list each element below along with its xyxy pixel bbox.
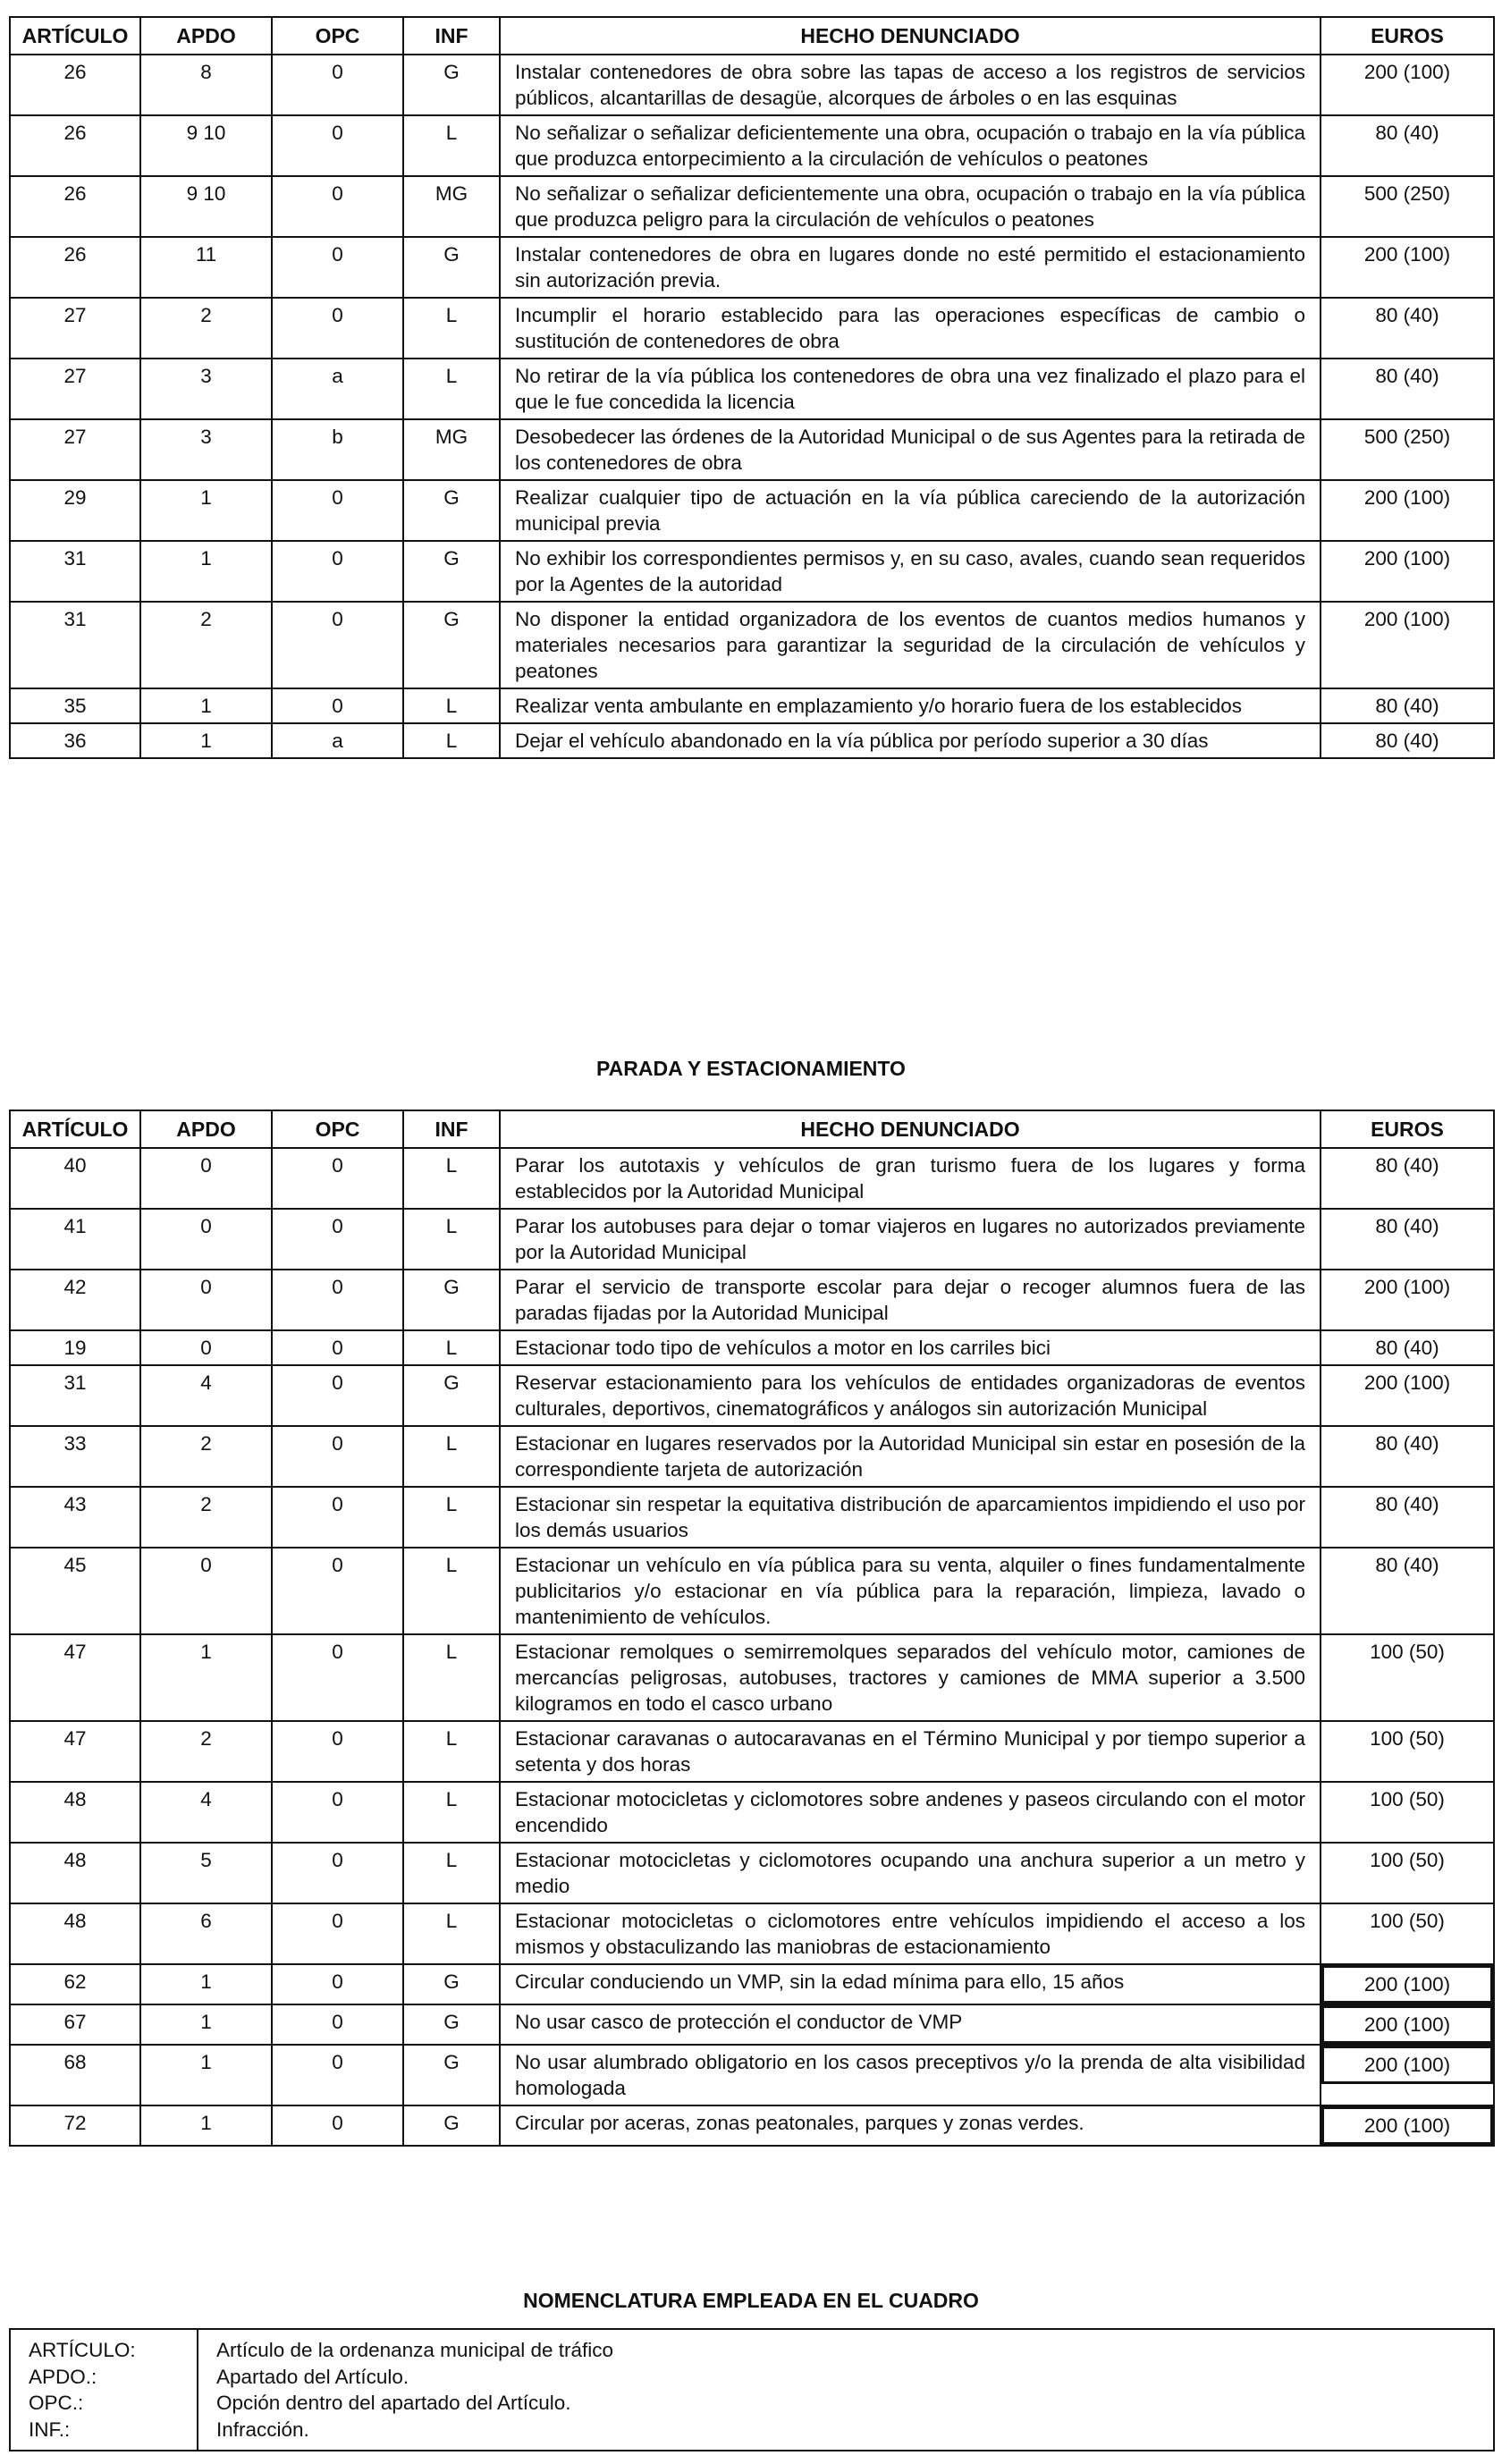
table-row xyxy=(10,1330,1494,1365)
table-row xyxy=(10,1964,1494,2004)
cell-opc: b xyxy=(272,419,403,480)
cell-inf: L xyxy=(403,1426,500,1487)
cell-opc: 0 xyxy=(272,1365,403,1426)
table-row xyxy=(10,419,1494,480)
cell-apdo: 2 xyxy=(140,1721,272,1782)
table-row xyxy=(10,1903,1494,1964)
cell-hecho-denunciado: Circular por aceras, zonas peatonales, parques y zonas verdes. xyxy=(500,2105,1321,2146)
nomenclature-box xyxy=(9,2328,1493,2451)
cell-articulo: 19 xyxy=(10,1330,140,1365)
cell-hecho-denunciado: Instalar contenedores de obra en lugares donde no esté permitido el estacionamiento sin autorización previa. xyxy=(500,237,1321,298)
cell-euros: 200 (100) xyxy=(1321,1270,1494,1330)
table-row xyxy=(10,176,1494,237)
cell-euros: 500 (250) xyxy=(1321,419,1494,480)
cell-opc: 0 xyxy=(272,298,403,359)
cell-hecho-denunciado: No retirar de la vía pública los contenedores de obra una vez finalizado el plazo para el que le fue concedida la licencia xyxy=(500,359,1321,419)
table-row xyxy=(10,1270,1494,1330)
cell-hecho-denunciado: Reservar estacionamiento para los vehículos de entidades organizadoras de eventos culturales, deportivos, cinematográficos y análogos sin autorización Municipal xyxy=(500,1365,1321,1426)
cell-apdo: 2 xyxy=(140,298,272,359)
cell-articulo: 48 xyxy=(10,1843,140,1903)
cell-opc: 0 xyxy=(272,2004,403,2045)
cell-apdo: 4 xyxy=(140,1365,272,1426)
cell-opc: 0 xyxy=(272,1487,403,1548)
cell-euros: 80 (40) xyxy=(1321,115,1494,176)
table-row xyxy=(10,1487,1494,1548)
cell-hecho-denunciado: No usar alumbrado obligatorio en los casos preceptivos y/o la prenda de alta visibilidad homologada xyxy=(500,2045,1321,2105)
cell-inf: L xyxy=(403,1330,500,1365)
cell-inf: L xyxy=(403,688,500,723)
cell-hecho-denunciado: No señalizar o señalizar deficientemente una obra, ocupación o trabajo en la vía pública que produzca peligro para la circulación de vehículos o peatones xyxy=(500,176,1321,237)
cell-inf: G xyxy=(403,2045,500,2105)
cell-euros: 100 (50) xyxy=(1321,1903,1494,1964)
table-row xyxy=(10,1365,1494,1426)
table-row xyxy=(10,541,1494,602)
col-header-articulo: ARTÍCULO xyxy=(10,17,140,55)
cell-apdo: 2 xyxy=(140,1487,272,1548)
col-header-inf: INF xyxy=(403,17,500,55)
cell-articulo: 68 xyxy=(10,2045,140,2105)
cell-opc: 0 xyxy=(272,2105,403,2146)
cell-articulo: 47 xyxy=(10,1721,140,1782)
table-row xyxy=(10,2004,1494,2045)
cell-opc: 0 xyxy=(272,1782,403,1843)
cell-apdo: 4 xyxy=(140,1782,272,1843)
cell-opc: 0 xyxy=(272,480,403,541)
cell-apdo: 1 xyxy=(140,688,272,723)
cell-euros: 100 (50) xyxy=(1321,1634,1494,1721)
cell-articulo: 42 xyxy=(10,1270,140,1330)
cell-articulo: 33 xyxy=(10,1426,140,1487)
table-row xyxy=(10,1148,1494,1209)
table-row xyxy=(10,1843,1494,1903)
cell-opc: 0 xyxy=(272,1721,403,1782)
cell-articulo: 67 xyxy=(10,2004,140,2045)
cell-inf: L xyxy=(403,1487,500,1548)
cell-euros: 80 (40) xyxy=(1321,1148,1494,1209)
table-row xyxy=(10,1426,1494,1487)
term-apdo: APDO.: xyxy=(29,2365,97,2388)
cell-inf: G xyxy=(403,1270,500,1330)
cell-euros xyxy=(1321,2105,1494,2146)
cell-euros xyxy=(1321,2045,1494,2105)
table-row xyxy=(10,1209,1494,1270)
cell-hecho-denunciado: Parar los autotaxis y vehículos de gran turismo fuera de los lugares y forma establecidos por la Autoridad Municipal xyxy=(500,1148,1321,1209)
cell-opc: 0 xyxy=(272,176,403,237)
cell-articulo: 35 xyxy=(10,688,140,723)
cell-euros: 500 (250) xyxy=(1321,176,1494,237)
cell-articulo: 26 xyxy=(10,237,140,298)
col-header-euros: EUROS xyxy=(1321,17,1494,55)
cell-euros: 200 (100) xyxy=(1321,541,1494,602)
cell-opc: 0 xyxy=(272,1270,403,1330)
cell-euros: 80 (40) xyxy=(1321,1487,1494,1548)
cell-hecho-denunciado: Estacionar todo tipo de vehículos a motor en los carriles bici xyxy=(500,1330,1321,1365)
cell-inf: L xyxy=(403,359,500,419)
cell-hecho-denunciado: Parar el servicio de transporte escolar para dejar o recoger alumnos fuera de las paradas fijadas por la Autoridad Municipal xyxy=(500,1270,1321,1330)
cell-articulo: 43 xyxy=(10,1487,140,1548)
cell-hecho-denunciado: No disponer la entidad organizadora de los eventos de cuantos medios humanos y materiales necesarios para garantizar la seguridad de la circulación de vehículos y peatones xyxy=(500,602,1321,688)
cell-inf: G xyxy=(403,55,500,115)
cell-articulo: 27 xyxy=(10,359,140,419)
table-row xyxy=(10,359,1494,419)
cell-opc: 0 xyxy=(272,55,403,115)
cell-hecho-denunciado: Dejar el vehículo abandonado en la vía pública por período superior a 30 días xyxy=(500,723,1321,758)
cell-apdo: 1 xyxy=(140,1634,272,1721)
nomenclature-terms xyxy=(10,2329,198,2451)
cell-apdo: 1 xyxy=(140,480,272,541)
definition-opc: Opción dentro del apartado del Artículo. xyxy=(216,2392,571,2414)
cell-hecho-denunciado: Estacionar remolques o semirremolques separados del vehículo motor, camiones de mercancías peligrosas, autobuses, tractores y camiones de MMA superior a 3.500 kilogramos en todo el casco urbano xyxy=(500,1634,1321,1721)
cell-apdo: 0 xyxy=(140,1548,272,1634)
cell-hecho-denunciado: No señalizar o señalizar deficientemente una obra, ocupación o trabajo en la vía pública que produzca entorpecimiento a la circulación de vehículos o peatones xyxy=(500,115,1321,176)
table-row xyxy=(10,2105,1494,2146)
cell-inf: L xyxy=(403,298,500,359)
col-header-articulo: ARTÍCULO xyxy=(10,1110,140,1148)
table-row xyxy=(10,237,1494,298)
cell-apdo: 1 xyxy=(140,2045,272,2105)
cell-euros: 200 (100) xyxy=(1321,237,1494,298)
cell-euros: 200 (100) xyxy=(1321,1365,1494,1426)
cell-inf: L xyxy=(403,1903,500,1964)
cell-hecho-denunciado: No exhibir los correspondientes permisos y, en su caso, avales, cuando sean requeridos por la Agentes de la autoridad xyxy=(500,541,1321,602)
cell-articulo: 26 xyxy=(10,176,140,237)
cell-inf: L xyxy=(403,1782,500,1843)
cell-articulo: 31 xyxy=(10,1365,140,1426)
cell-inf: L xyxy=(403,115,500,176)
cell-apdo: 6 xyxy=(140,1903,272,1964)
cell-hecho-denunciado: Estacionar motocicletas o ciclomotores entre vehículos impidiendo el acceso a los mismos y obstaculizando las maniobras de estacionamiento xyxy=(500,1903,1321,1964)
cell-inf: L xyxy=(403,1721,500,1782)
cell-euros: 80 (40) xyxy=(1321,1548,1494,1634)
cell-inf: MG xyxy=(403,176,500,237)
cell-inf: G xyxy=(403,480,500,541)
term-articulo: ARTÍCULO: xyxy=(29,2339,136,2361)
cell-hecho-denunciado: Instalar contenedores de obra sobre las tapas de acceso a los registros de servicios públicos, alcantarillas de desagüe, alcorques de árboles o en las esquinas xyxy=(500,55,1321,115)
cell-euros xyxy=(1321,2004,1494,2045)
cell-opc: 0 xyxy=(272,541,403,602)
cell-apdo: 0 xyxy=(140,1270,272,1330)
cell-euros xyxy=(1321,1964,1494,2004)
cell-hecho-denunciado: Realizar cualquier tipo de actuación en la vía pública careciendo de la autorización municipal previa xyxy=(500,480,1321,541)
cell-inf: G xyxy=(403,602,500,688)
section-title-parada: PARADA Y ESTACIONAMIENTO xyxy=(596,1057,906,1080)
cell-hecho-denunciado: Realizar venta ambulante en emplazamiento y/o horario fuera de los establecidos xyxy=(500,688,1321,723)
cell-apdo: 1 xyxy=(140,2105,272,2146)
cell-opc: 0 xyxy=(272,1964,403,2004)
cell-hecho-denunciado: Estacionar caravanas o autocaravanas en el Término Municipal y por tiempo superior a setenta y dos horas xyxy=(500,1721,1321,1782)
table-row xyxy=(10,1634,1494,1721)
col-header-apdo: APDO xyxy=(140,17,272,55)
cell-articulo: 47 xyxy=(10,1634,140,1721)
table-row xyxy=(10,1548,1494,1634)
cell-apdo: 5 xyxy=(140,1843,272,1903)
cell-inf: L xyxy=(403,723,500,758)
table-row xyxy=(10,298,1494,359)
cell-hecho-denunciado: No usar casco de protección el conductor de VMP xyxy=(500,2004,1321,2045)
term-opc: OPC.: xyxy=(29,2392,84,2414)
table-row xyxy=(10,2045,1494,2105)
cell-opc: 0 xyxy=(272,237,403,298)
cell-inf: L xyxy=(403,1209,500,1270)
cell-opc: 0 xyxy=(272,1148,403,1209)
cell-hecho-denunciado: Desobedecer las órdenes de la Autoridad Municipal o de sus Agentes para la retirada de los contenedores de obra xyxy=(500,419,1321,480)
table-row xyxy=(10,688,1494,723)
infractions-table-parada xyxy=(9,1110,1493,2147)
definition-articulo: Artículo de la ordenanza municipal de tráfico xyxy=(216,2339,614,2361)
cell-euros: 80 (40) xyxy=(1321,359,1494,419)
cell-euros: 80 (40) xyxy=(1321,1426,1494,1487)
cell-articulo: 45 xyxy=(10,1548,140,1634)
nomenclature-definitions xyxy=(198,2329,1494,2451)
euros-value: 200 (100) xyxy=(1321,2005,1493,2044)
cell-inf: MG xyxy=(403,419,500,480)
cell-opc: 0 xyxy=(272,1209,403,1270)
cell-inf: G xyxy=(403,1365,500,1426)
cell-apdo: 1 xyxy=(140,1964,272,2004)
cell-opc: 0 xyxy=(272,2045,403,2105)
cell-hecho-denunciado: Estacionar un vehículo en vía pública para su venta, alquiler o fines fundamentalmente publicitarios y/o estacionar en vía pública para la reparación, limpieza, lavado o mantenimiento de vehículos. xyxy=(500,1548,1321,1634)
definition-apdo: Apartado del Artículo. xyxy=(216,2365,409,2388)
col-header-opc: OPC xyxy=(272,1110,403,1148)
cell-opc: 0 xyxy=(272,1843,403,1903)
cell-euros: 80 (40) xyxy=(1321,723,1494,758)
cell-articulo: 27 xyxy=(10,419,140,480)
cell-opc: 0 xyxy=(272,115,403,176)
cell-inf: L xyxy=(403,1548,500,1634)
cell-articulo: 40 xyxy=(10,1148,140,1209)
cell-euros: 80 (40) xyxy=(1321,1209,1494,1270)
cell-hecho-denunciado: Circular conduciendo un VMP, sin la edad mínima para ello, 15 años xyxy=(500,1964,1321,2004)
definition-inf: Infracción. xyxy=(216,2418,309,2441)
cell-inf: G xyxy=(403,237,500,298)
euros-value: 200 (100) xyxy=(1321,1965,1493,2004)
cell-articulo: 48 xyxy=(10,1782,140,1843)
cell-articulo: 31 xyxy=(10,541,140,602)
cell-opc: 0 xyxy=(272,688,403,723)
cell-opc: a xyxy=(272,723,403,758)
cell-opc: 0 xyxy=(272,1548,403,1634)
cell-euros: 100 (50) xyxy=(1321,1721,1494,1782)
col-header-inf: INF xyxy=(403,1110,500,1148)
cell-articulo: 72 xyxy=(10,2105,140,2146)
cell-opc: 0 xyxy=(272,1426,403,1487)
col-header-apdo: APDO xyxy=(140,1110,272,1148)
cell-euros: 80 (40) xyxy=(1321,688,1494,723)
cell-hecho-denunciado: Incumplir el horario establecido para las operaciones específicas de cambio o sustitución de contenedores de obra xyxy=(500,298,1321,359)
cell-hecho-denunciado: Estacionar motocicletas y ciclomotores sobre andenes y paseos circulando con el motor encendido xyxy=(500,1782,1321,1843)
cell-apdo: 1 xyxy=(140,2004,272,2045)
cell-inf: L xyxy=(403,1634,500,1721)
table-row xyxy=(10,1721,1494,1782)
cell-opc: 0 xyxy=(272,1634,403,1721)
cell-euros: 100 (50) xyxy=(1321,1843,1494,1903)
table-row xyxy=(10,602,1494,688)
cell-euros: 80 (40) xyxy=(1321,1330,1494,1365)
table-header-row xyxy=(10,17,1494,55)
cell-hecho-denunciado: Estacionar motocicletas y ciclomotores ocupando una anchura superior a un metro y medio xyxy=(500,1843,1321,1903)
cell-articulo: 41 xyxy=(10,1209,140,1270)
cell-apdo: 2 xyxy=(140,602,272,688)
table-row xyxy=(10,480,1494,541)
cell-opc: 0 xyxy=(272,1330,403,1365)
cell-apdo: 2 xyxy=(140,1426,272,1487)
cell-apdo: 0 xyxy=(140,1330,272,1365)
cell-inf: G xyxy=(403,541,500,602)
col-header-euros: EUROS xyxy=(1321,1110,1494,1148)
table-row xyxy=(10,1782,1494,1843)
cell-articulo: 26 xyxy=(10,115,140,176)
cell-articulo: 48 xyxy=(10,1903,140,1964)
cell-euros: 200 (100) xyxy=(1321,55,1494,115)
cell-articulo: 62 xyxy=(10,1964,140,2004)
col-header-hecho: HECHO DENUNCIADO xyxy=(500,17,1321,55)
cell-apdo: 11 xyxy=(140,237,272,298)
euros-value: 200 (100) xyxy=(1321,2106,1493,2145)
cell-articulo: 36 xyxy=(10,723,140,758)
cell-apdo: 8 xyxy=(140,55,272,115)
cell-apdo: 3 xyxy=(140,419,272,480)
infractions-table-obras xyxy=(9,16,1493,759)
cell-apdo: 3 xyxy=(140,359,272,419)
cell-euros: 100 (50) xyxy=(1321,1782,1494,1843)
cell-apdo: 9 10 xyxy=(140,115,272,176)
table-header-row xyxy=(10,1110,1494,1148)
cell-opc: 0 xyxy=(272,602,403,688)
cell-hecho-denunciado: Estacionar en lugares reservados por la Autoridad Municipal sin estar en posesión de la correspondiente tarjeta de autorización xyxy=(500,1426,1321,1487)
term-inf: INF.: xyxy=(29,2418,71,2441)
cell-apdo: 1 xyxy=(140,541,272,602)
cell-hecho-denunciado: Estacionar sin respetar la equitativa distribución de aparcamientos impidiendo el uso por los demás usuarios xyxy=(500,1487,1321,1548)
table-row xyxy=(10,115,1494,176)
table-row xyxy=(10,723,1494,758)
cell-euros: 200 (100) xyxy=(1321,602,1494,688)
cell-inf: L xyxy=(403,1843,500,1903)
col-header-hecho: HECHO DENUNCIADO xyxy=(500,1110,1321,1148)
cell-articulo: 27 xyxy=(10,298,140,359)
col-header-opc: OPC xyxy=(272,17,403,55)
cell-apdo: 9 10 xyxy=(140,176,272,237)
cell-articulo: 26 xyxy=(10,55,140,115)
cell-inf: G xyxy=(403,2105,500,2146)
cell-hecho-denunciado: Parar los autobuses para dejar o tomar viajeros en lugares no autorizados previamente por la Autoridad Municipal xyxy=(500,1209,1321,1270)
cell-euros: 200 (100) xyxy=(1321,480,1494,541)
cell-inf: G xyxy=(403,1964,500,2004)
cell-apdo: 0 xyxy=(140,1148,272,1209)
cell-articulo: 31 xyxy=(10,602,140,688)
table-row xyxy=(10,55,1494,115)
cell-inf: L xyxy=(403,1148,500,1209)
euros-value: 200 (100) xyxy=(1321,2046,1493,2084)
nomenclature-title: NOMENCLATURA EMPLEADA EN EL CUADRO xyxy=(523,2289,979,2312)
cell-opc: a xyxy=(272,359,403,419)
cell-opc: 0 xyxy=(272,1903,403,1964)
cell-apdo: 0 xyxy=(140,1209,272,1270)
cell-articulo: 29 xyxy=(10,480,140,541)
cell-apdo: 1 xyxy=(140,723,272,758)
cell-euros: 80 (40) xyxy=(1321,298,1494,359)
cell-inf: G xyxy=(403,2004,500,2045)
